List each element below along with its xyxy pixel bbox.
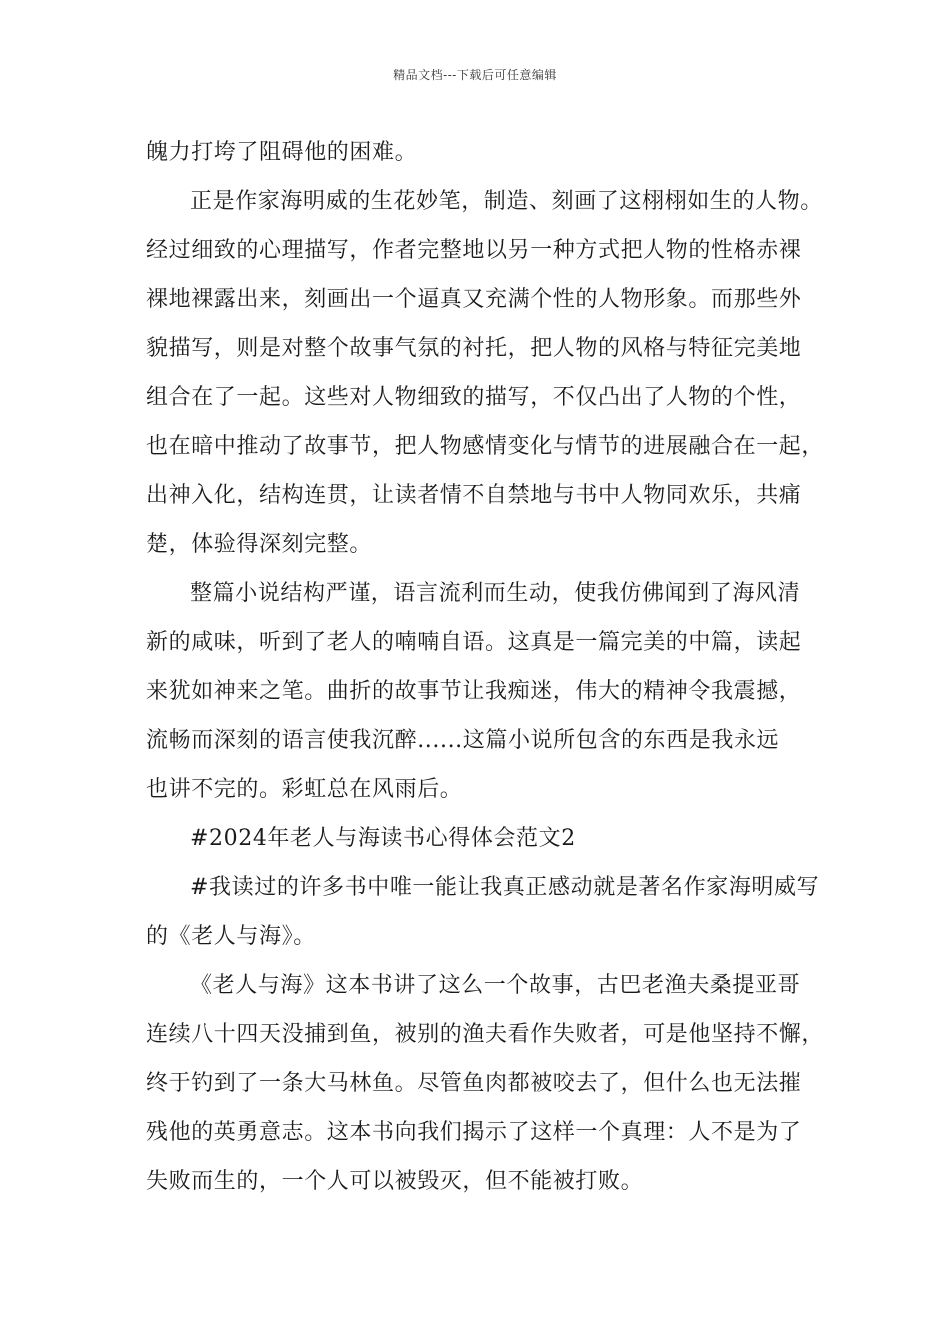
text-line: 出神入化，结构连贯，让读者情不自禁地与书中人物同欢乐，共痛	[146, 483, 802, 508]
text-line: 貌描写，则是对整个故事气氛的衬托，把人物的风格与特征完美地	[146, 336, 802, 361]
text-line: 的《老人与海》。	[146, 924, 316, 949]
text-line: 组合在了一起。这些对人物细致的描写，不仅凸出了人物的个性，	[146, 385, 802, 410]
text-line: 新的咸味，听到了老人的喃喃自语。这真是一篇完美的中篇，读起	[146, 630, 802, 655]
text-line: 失败而生的，一个人可以被毁灭，但不能被打败。	[146, 1169, 644, 1194]
page-header: 精品文档---下载后可任意编辑	[393, 68, 557, 82]
text-line: 经过细致的心理描写，作者完整地以另一种方式把人物的性格赤裸	[146, 238, 802, 263]
text-line: 楚，体验得深刻完整。	[146, 532, 373, 557]
text-line: 连续八十四天没捕到鱼，被别的渔夫看作失败者，可是他坚持不懈，	[146, 1022, 825, 1047]
section-heading: #2024年老人与海读书心得体会范文2	[190, 826, 576, 851]
text-line: 残他的英勇意志。这本书向我们揭示了这样一个真理：人不是为了	[146, 1120, 802, 1145]
text-line: 也在暗中推动了故事节，把人物感情变化与情节的进展融合在一起，	[146, 434, 825, 459]
text-line: 终于钓到了一条大马林鱼。尽管鱼肉都被咬去了，但什么也无法摧	[146, 1071, 802, 1096]
text-line: 裸地裸露出来，刻画出一个逼真又充满个性的人物形象。而那些外	[146, 287, 802, 312]
text-line: 魄力打垮了阻碍他的困难。	[146, 140, 418, 165]
text-line: 流畅而深刻的语言使我沉醉......这篇小说所包含的东西是我永远	[146, 728, 780, 753]
paragraph-start-line: #我读过的许多书中唯一能让我真正感动就是著名作家海明威写	[190, 875, 820, 900]
paragraph-start-line: 正是作家海明威的生花妙笔，制造、刻画了这栩栩如生的人物。	[190, 189, 823, 214]
paragraph-start-line: 《老人与海》这本书讲了这么一个故事，古巴老渔夫桑提亚哥	[190, 973, 801, 998]
text-line: 也讲不完的。彩虹总在风雨后。	[146, 777, 463, 802]
document-body	[146, 128, 826, 1206]
paragraph-start-line: 整篇小说结构严谨，语言流利而生动，使我仿佛闻到了海风清	[190, 581, 801, 606]
text-line: 来犹如神来之笔。曲折的故事节让我痴迷，伟大的精神令我震撼，	[146, 679, 802, 704]
